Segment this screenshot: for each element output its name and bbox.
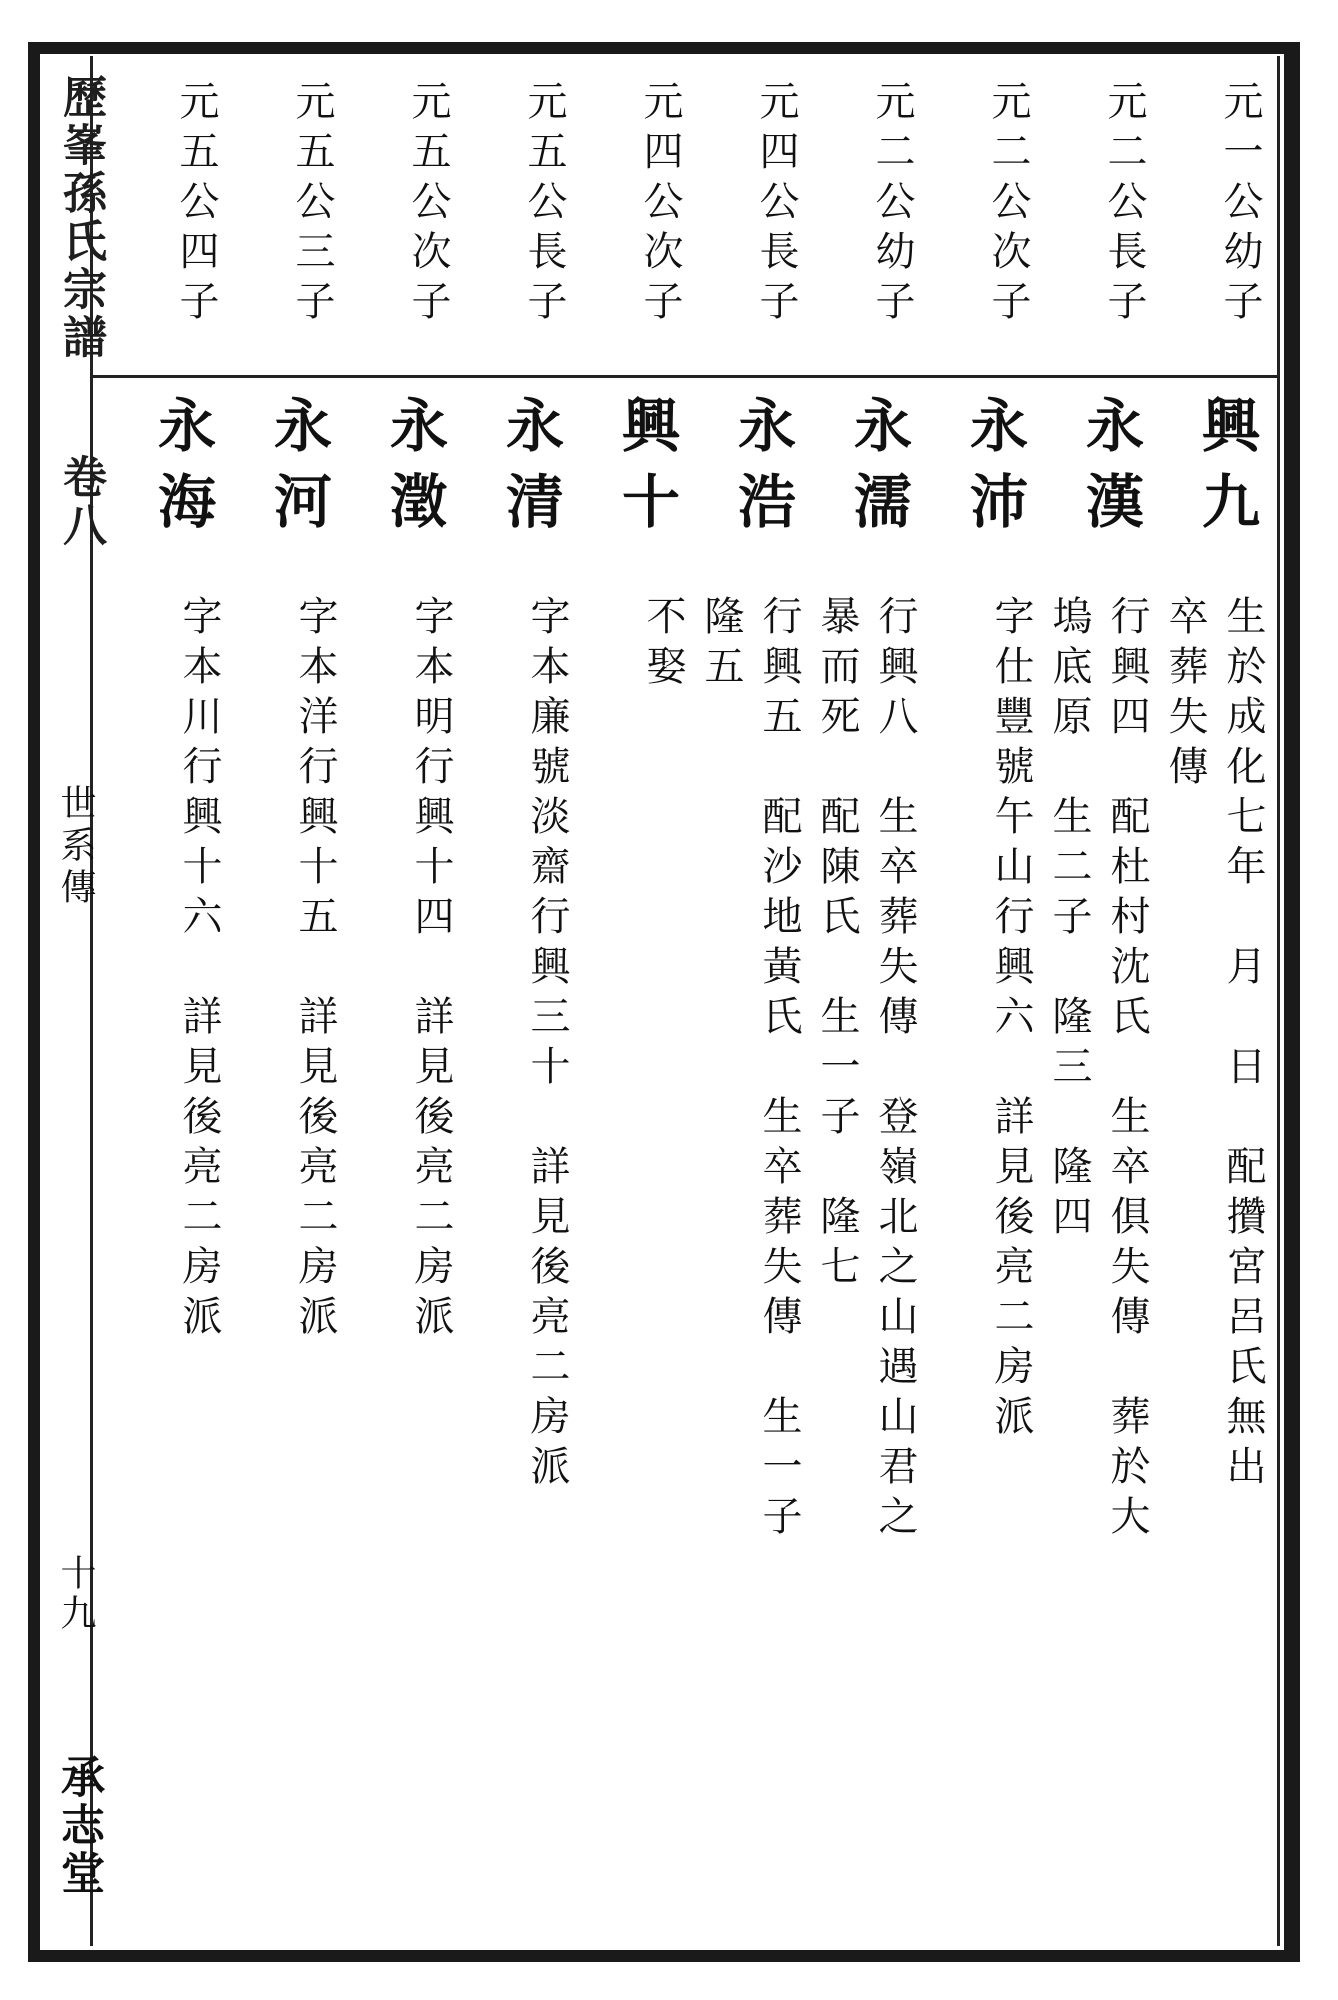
father-relation: 元四公長子: [753, 80, 799, 330]
biography-line: 字本明行興十四 詳見後亮二房派: [408, 595, 454, 1345]
biography-line: 隆五: [698, 595, 744, 695]
father-relation: 元五公長子: [521, 80, 567, 330]
person-name: 永河: [264, 395, 332, 547]
entry-column: [690, 0, 800, 2000]
person-name: 永海: [148, 395, 216, 547]
biography-line: 字仕豐號午山行興六 詳見後亮二房派: [988, 595, 1034, 1445]
entry-column: [110, 0, 220, 2000]
entry-column: [922, 0, 1032, 2000]
entry-column: [342, 0, 452, 2000]
biography-line: 字本廉號淡齋行興三十 詳見後亮二房派: [524, 595, 570, 1495]
biography-line: 行興五 配沙地黃氏 生卒葬失傳 生一子: [756, 595, 802, 1545]
person-name: 永沛: [960, 395, 1028, 547]
biography-line: 行興八 生卒葬失傳 登嶺北之山遇山君之: [872, 595, 918, 1545]
entry-column: [226, 0, 336, 2000]
margin-column: [40, 54, 106, 1944]
father-relation: 元五公三子: [289, 80, 335, 330]
biography-line: 不娶: [640, 595, 686, 695]
person-name: 永清: [496, 395, 564, 547]
father-relation: 元一公幼子: [1217, 80, 1263, 330]
page-number: 十九: [55, 1554, 96, 1634]
person-name: 永漢: [1076, 395, 1144, 547]
person-name: 興九: [1192, 395, 1260, 547]
biography-line: 暴而死 配陳氏 生一子 隆七: [814, 595, 860, 1295]
entry-column: [458, 0, 568, 2000]
genealogy-title: 歷峯孫氏宗譜: [55, 74, 106, 362]
father-relation: 元二公次子: [985, 80, 1031, 330]
biography-line: 卒葬失傳: [1162, 595, 1208, 795]
biography-line: 字本川行興十六 詳見後亮二房派: [176, 595, 222, 1345]
volume-mark: 卷八: [55, 454, 106, 550]
biography-line: 行興四 配杜村沈氏 生卒俱失傳 葬於大: [1104, 595, 1150, 1545]
father-relation: 元五公次子: [405, 80, 451, 330]
father-relation: 元二公幼子: [869, 80, 915, 330]
person-name: 興十: [612, 395, 680, 547]
entry-column: [806, 0, 916, 2000]
father-relation: 元二公長子: [1101, 80, 1147, 330]
father-relation: 元四公次子: [637, 80, 683, 330]
father-relation: 元五公四子: [173, 80, 219, 330]
entry-column: [1154, 0, 1264, 2000]
biography-line: 字本洋行興十五 詳見後亮二房派: [292, 595, 338, 1345]
person-name: 永浩: [728, 395, 796, 547]
person-name: 永澂: [380, 395, 448, 547]
entry-column: [574, 0, 684, 2000]
entry-column: [1038, 0, 1148, 2000]
biography-line: 生於成化七年 月 日 配攢宮呂氏無出: [1220, 595, 1266, 1495]
chapter-title: 世系傳: [55, 784, 96, 910]
hall-name: 承志堂: [53, 1754, 104, 1898]
biography-line: 塢底原 生二子 隆三 隆四: [1046, 595, 1092, 1245]
person-name: 永濡: [844, 395, 912, 547]
